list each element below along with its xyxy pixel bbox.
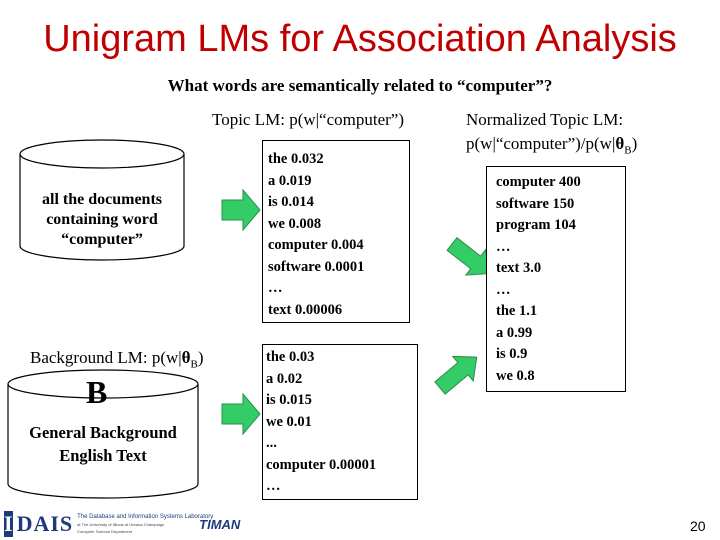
arrow-to-normalized-from-background: [430, 345, 487, 400]
dais-logo: DAIS: [16, 511, 74, 536]
background-lm-entry: is 0.015: [266, 392, 312, 408]
normalized-lm-box: [486, 166, 626, 392]
corpus-label-line: all the documents: [42, 191, 162, 208]
topic-lm-entry: the 0.032: [268, 151, 324, 167]
arrow-right-topic: [222, 190, 260, 230]
background-lm-box: [262, 344, 418, 500]
topic-lm-entry: we 0.008: [268, 215, 322, 232]
background-label: [8, 421, 198, 467]
normalized-lm-entry: software 150: [496, 195, 575, 212]
topic-lm-box: [262, 140, 410, 323]
background-lm-entry: we 0.01: [266, 413, 312, 430]
normalized-lm-entry: a 0.99: [496, 324, 533, 341]
normalized-lm-entry: computer 400: [496, 174, 581, 190]
background-label-line: General Background: [29, 423, 177, 442]
background-letter: B: [86, 374, 108, 410]
topic-lm-entry: a 0.019: [268, 172, 312, 189]
footer-logos: [4, 508, 241, 540]
slide-title: Unigram LMs for Association Analysis: [43, 18, 677, 60]
normalized-lm-formula: [466, 134, 637, 156]
theta-symbol: θ: [181, 348, 191, 367]
topic-lm-entry: …: [268, 280, 283, 296]
page-number: 20: [690, 518, 706, 534]
slide-subtitle: What words are semantically related to “computer”?: [167, 76, 553, 95]
arrow-right-background: [222, 394, 260, 434]
background-lm-entry: the 0.03: [266, 349, 315, 365]
theta-subscript: B: [624, 144, 632, 157]
corpus-label-line: containing word: [46, 211, 158, 228]
background-lm-entry: ...: [266, 435, 277, 451]
theta-symbol: θ: [615, 134, 625, 153]
normalized-lm-entry: the 1.1: [496, 303, 538, 319]
illinois-logo: I: [4, 511, 13, 536]
normalized-formula-suffix: ): [631, 134, 638, 153]
normalized-lm-entry: …: [496, 281, 511, 298]
corpus-label-line: “computer”: [61, 231, 143, 248]
topic-lm-entry: computer 0.004: [268, 237, 364, 253]
background-lm-header: [30, 348, 204, 370]
normalized-lm-entry: text 3.0: [496, 260, 542, 276]
normalized-lm-entry: we 0.8: [496, 367, 535, 384]
normalized-lm-entry: …: [496, 238, 511, 255]
normalized-lm-entry: program 104: [496, 217, 576, 233]
topic-lm-entry: text 0.00006: [268, 301, 343, 318]
timan-logo: TIMAN: [199, 516, 241, 532]
background-header-prefix: Background LM: p(w|: [30, 348, 182, 367]
normalized-lm-header: Normalized Topic LM:: [466, 110, 624, 129]
background-lm-entry: a 0.02: [266, 370, 303, 387]
normalized-lm-entry: is 0.9: [496, 346, 528, 362]
normalized-formula-prefix: p(w|“computer”)/p(w|: [466, 134, 616, 153]
background-header-suffix: ): [197, 348, 204, 367]
corpus-label: [20, 190, 184, 250]
background-label-line: English Text: [59, 446, 147, 465]
topic-lm-entry: software 0.0001: [268, 258, 365, 275]
lab-name: The Database and Information Systems Laboratory at The University of Illinois at Urbana-Champaign Computer Science Department: [77, 513, 214, 534]
background-lm-entry: …: [266, 478, 281, 494]
theta-subscript: B: [190, 358, 198, 371]
topic-lm-entry: is 0.014: [268, 194, 314, 210]
background-lm-entry: computer 0.00001: [266, 456, 377, 473]
topic-lm-header: Topic LM: p(w|“computer”): [212, 110, 404, 129]
